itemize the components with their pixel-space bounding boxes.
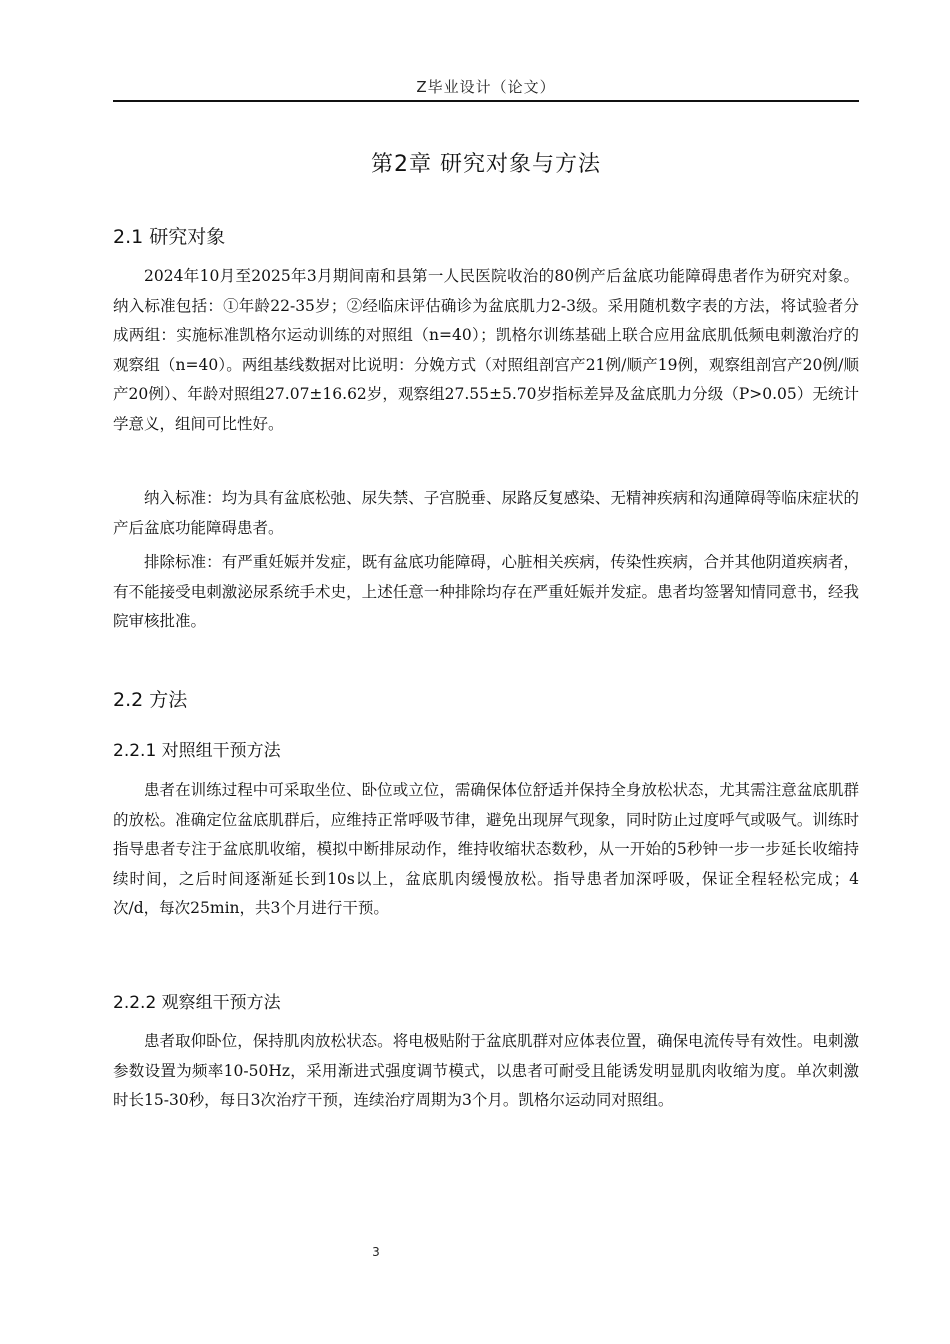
paragraph-control-method: 患者在训练过程中可采取坐位、卧位或立位，需确保体位舒适并保持全身放松状态，尤其需注意盆底肌群的放松。准确定位盆底肌群后，应维持正常呼吸节律，避免出现屏气现象，同时防止过度呼气或吸气。训练时指导患者专注于盆底肌收缩，模拟中断排尿动作，维持收缩状态数秒，从一开始的5秒钟一步一步延长收缩持续时间，之后时间逐渐延长到10s以上，盆底肌肉缓慢放松。指导患者加深呼吸，保证全程轻松完成；4次/d，每次25min，共3个月进行干预。 [113, 781, 859, 917]
subsection-heading-2-2-2: 2.2.2 观察组干预方法 [113, 993, 281, 1013]
running-header: Z毕业设计（论文） [416, 78, 556, 96]
page-number: 3 [372, 1245, 380, 1259]
paragraph-exclusion-criteria: 排除标准：有严重妊娠并发症，既有盆底功能障碍，心脏相关疾病，传染性疾病，合并其他阴道疾病者，有不能接受电刺激泌尿系统手术史，上述任意一种排除均存在严重妊娠并发症。患者均签署知情同意书，经我院审核批准。 [113, 553, 859, 630]
paragraph-observation-method: 患者取仰卧位，保持肌肉放松状态。将电极贴附于盆底肌群对应体表位置，确保电流传导有效性。电刺激参数设置为频率10-50Hz，采用渐进式强度调节模式，以患者可耐受且能诱发明显肌肉收缩为度。单次刺激时长15-30秒，每日3次治疗干预，连续治疗周期为3个月。凯格尔运动同对照组。 [113, 1032, 859, 1109]
header-rule [113, 100, 859, 102]
chapter-title: 第2章 研究对象与方法 [371, 152, 601, 177]
subsection-heading-2-2-1: 2.2.1 对照组干预方法 [113, 741, 281, 761]
section-heading-2-2: 2.2 方法 [113, 689, 188, 711]
paragraph-research-subjects: 2024年10月至2025年3月期间南和县第一人民医院收治的80例产后盆底功能障碍患者作为研究对象。纳入标准包括：①年龄22-35岁；②经临床评估确诊为盆底肌力2-3级。采用随机数字表的方法，将试验者分成两组：实施标准凯格尔运动训练的对照组（n=40）；凯格尔训练基础上联合应用盆底肌低频电刺激治疗的观察组（n=40）。两组基线数据对比说明：分娩方式（对照组剖宫产21例/顺产19例，观察组剖宫产20例/顺产20例）、年龄对照组27.07±16.62岁，观察组27.55±5.70岁指标差异及盆底肌力分级（P>0.05）无统计学意义，组间可比性好。 [113, 267, 859, 433]
section-heading-2-1: 2.1 研究对象 [113, 226, 226, 248]
paragraph-inclusion-criteria: 纳入标准：均为具有盆底松弛、尿失禁、子宫脱垂、尿路反复感染、无精神疾病和沟通障碍等临床症状的产后盆底功能障碍患者。 [113, 489, 859, 537]
